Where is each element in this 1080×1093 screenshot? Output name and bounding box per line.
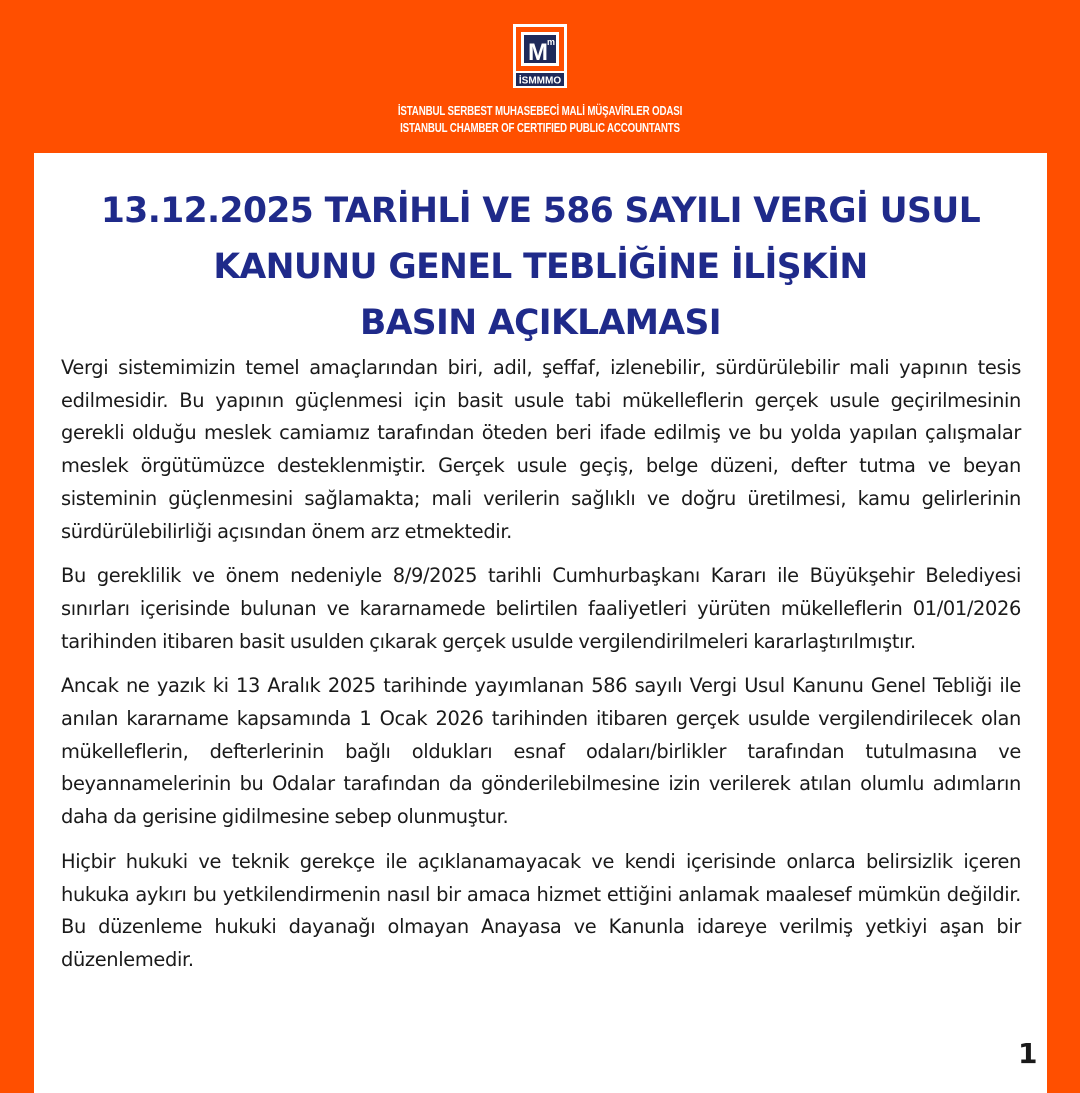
logo-mark: M: [528, 39, 548, 66]
title-line: BASIN AÇIKLAMASI: [360, 303, 721, 343]
title-line: KANUNU GENEL TEBLİĞİNE İLİŞKİN: [213, 247, 868, 287]
page-number: 1: [1018, 1037, 1038, 1070]
ismmmo-logo: [513, 24, 567, 88]
body-paragraph: Ancak ne yazık ki 13 Aralık 2025 tarihinde yayımlanan 586 sayılı Vergi Usul Kanunu Genel Tebliği ile anılan kararname kapsamında 1 Ocak 2026 tarihinden itibaren gerçek usulde vergilendirilecek olan mükelleflerin, defterlerinin bağlı oldukları esnaf odaları/birlikler tarafından tutulmasına ve beyannamelerinin bu Odalar tarafından da gönderilebilmesine izin verilerek atılan olumlu adımların daha da gerisine gidilmesine sebep olunmuştur.: [61, 674, 1021, 829]
body-paragraph: Hiçbir hukuki ve teknik gerekçe ile açıklanamayacak ve kendi içerisinde onlarca belirsizlik içeren hukuka aykırı bu yetkilendirmenin nasıl bir amaca hizmet ettiğini anlamak maalesef mümkün değildir. Bu düzenleme hukuki dayanağı olmayan Anayasa ve Kanunla idareye verilmiş yetkiyi aşan bir düzenlemedir.: [61, 849, 1021, 971]
ismmmo-logo-icon: [513, 24, 567, 88]
logo-text: İSMMMO: [518, 75, 562, 87]
document-title: [34, 183, 1047, 351]
title-line: 13.12.2025 TARİHLİ VE 586 SAYILI VERGİ USUL: [100, 191, 981, 231]
document-body: [61, 352, 1021, 989]
body-paragraph: Vergi sistemimizin temel amaçlarından biri, adil, şeffaf, izlenebilir, sürdürülebilir mali yapının tesis edilmesidir. Bu yapının güçlenmesi için basit usule tabi mükelleflerin gerçek usule geçirilmesinin gerekli olduğu meslek camiamız tarafından öteden beri ifade edilmiş ve bu yolda yapılan çalışmalar meslek örgütümüzce desteklenmiştir. Gerçek usule geçiş, belge düzeni, defter tutma ve beyan sisteminin güçlenmesini sağlamakta; mali verilerin sağlıklı ve doğru üretilmesi, kamu gelirlerinin sürdürülebilirliği açısından önem arz etmektedir.: [61, 356, 1021, 543]
content-card: [34, 153, 1047, 1093]
logo-mark-superscript: m: [546, 37, 556, 47]
org-name-turkish: İSTANBUL SERBEST MUHASEBECİ MALİ MÜŞAVİRLER ODASI: [397, 104, 683, 118]
body-paragraph: Bu gereklilik ve önem nedeniyle 8/9/2025 tarihli Cumhurbaşkanı Kararı ile Büyükşehir Belediyesi sınırları içerisinde bulunan ve kararnamede belirtilen faaliyetleri yürüten mükelleflerin 01/01/2026 tarihinden itibaren basit usulden çıkarak gerçek usulde vergilendirilmeleri kararlaştırılmıştır.: [61, 564, 1021, 653]
org-name-english: ISTANBUL CHAMBER OF CERTIFIED PUBLIC ACCOUNTANTS: [400, 121, 680, 135]
